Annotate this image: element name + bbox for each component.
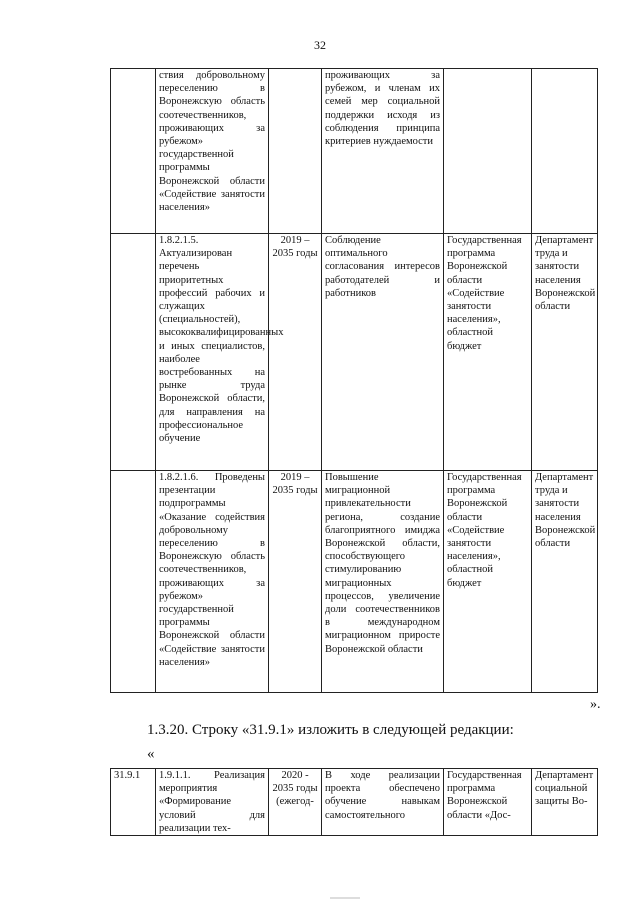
measure-cell: ствия добровольному переселению в Воронежскую область соотечественников, проживающих за рубежом» государственной программы Воронежской области «Содействие занятости населения»: [156, 69, 269, 234]
measure-cell: 1.8.2.1.6. Проведены презентации подпрограммы «Оказание содействия добровольному переселению в Воронежскую область соотечественников, проживающих за рубежом» государственной программы Воронежской области «Содействие занятости населения»: [156, 471, 269, 693]
measure-cell: 1.8.2.1.5. Актуализирован перечень приоритетных профессий рабочих и служащих (специальностей), высококвалифицированных и иных специалистов, наиболее востребованных на рынке труда Воронежской области, для направления на профессиональное обучение: [156, 234, 269, 471]
period-cell: 2020 - 2035 годы (ежегод-: [269, 769, 322, 836]
period-cell: 2019 – 2035 годы: [269, 471, 322, 693]
executor-cell: [532, 69, 598, 234]
executor-cell: Департамент труда и занятости населения Воронежской области: [532, 234, 598, 471]
measures-table-new-row: [110, 768, 598, 836]
scan-artifact: [330, 897, 360, 899]
opening-quote: «: [147, 746, 155, 762]
period-cell: [269, 69, 322, 234]
table-row: [111, 69, 598, 234]
source-cell: Государственная программа Воронежской области «Дос-: [444, 769, 532, 836]
code-cell: [111, 471, 156, 693]
table-row: [111, 769, 598, 836]
source-cell: Государственная программа Воронежской области «Содействие занятости населения», областной бюджет: [444, 471, 532, 693]
measures-table-continued: [110, 68, 598, 693]
result-cell: В ходе реализации проекта обеспечено обучение навыкам самостоятельного: [322, 769, 444, 836]
closing-quote: ».: [590, 697, 601, 712]
result-cell: проживающих за рубежом, и членам их семей мер социальной поддержки исходя из соблюдения принципа критериев нуждаемости: [322, 69, 444, 234]
result-cell: Повышение миграционной привлекательности региона, создание благоприятного имиджа Воронежской области, способствующего стимулированию миграционных процессов, увеличение доли соотечественников в международном миграционном приросте Воронежской области: [322, 471, 444, 693]
executor-cell: Департамент труда и занятости населения Воронежской области: [532, 471, 598, 693]
code-cell: [111, 234, 156, 471]
result-cell: Соблюдение оптимального согласования интересов работодателей и работников: [322, 234, 444, 471]
page-number: 32: [314, 38, 326, 52]
measure-cell: 1.9.1.1. Реализация мероприятия «Формирование условий для реализации тех-: [156, 769, 269, 836]
executor-cell: Департамент социальной защиты Во-: [532, 769, 598, 836]
period-cell: 2019 – 2035 годы: [269, 234, 322, 471]
source-cell: [444, 69, 532, 234]
table-row: [111, 234, 598, 471]
code-cell: [111, 69, 156, 234]
table-row: [111, 471, 598, 693]
code-cell: 31.9.1: [111, 769, 156, 836]
source-cell: Государственная программа Воронежской области «Содействие занятости населения», областной бюджет: [444, 234, 532, 471]
amendment-instruction: 1.3.20. Строку «31.9.1» изложить в следующей редакции:: [147, 722, 514, 738]
